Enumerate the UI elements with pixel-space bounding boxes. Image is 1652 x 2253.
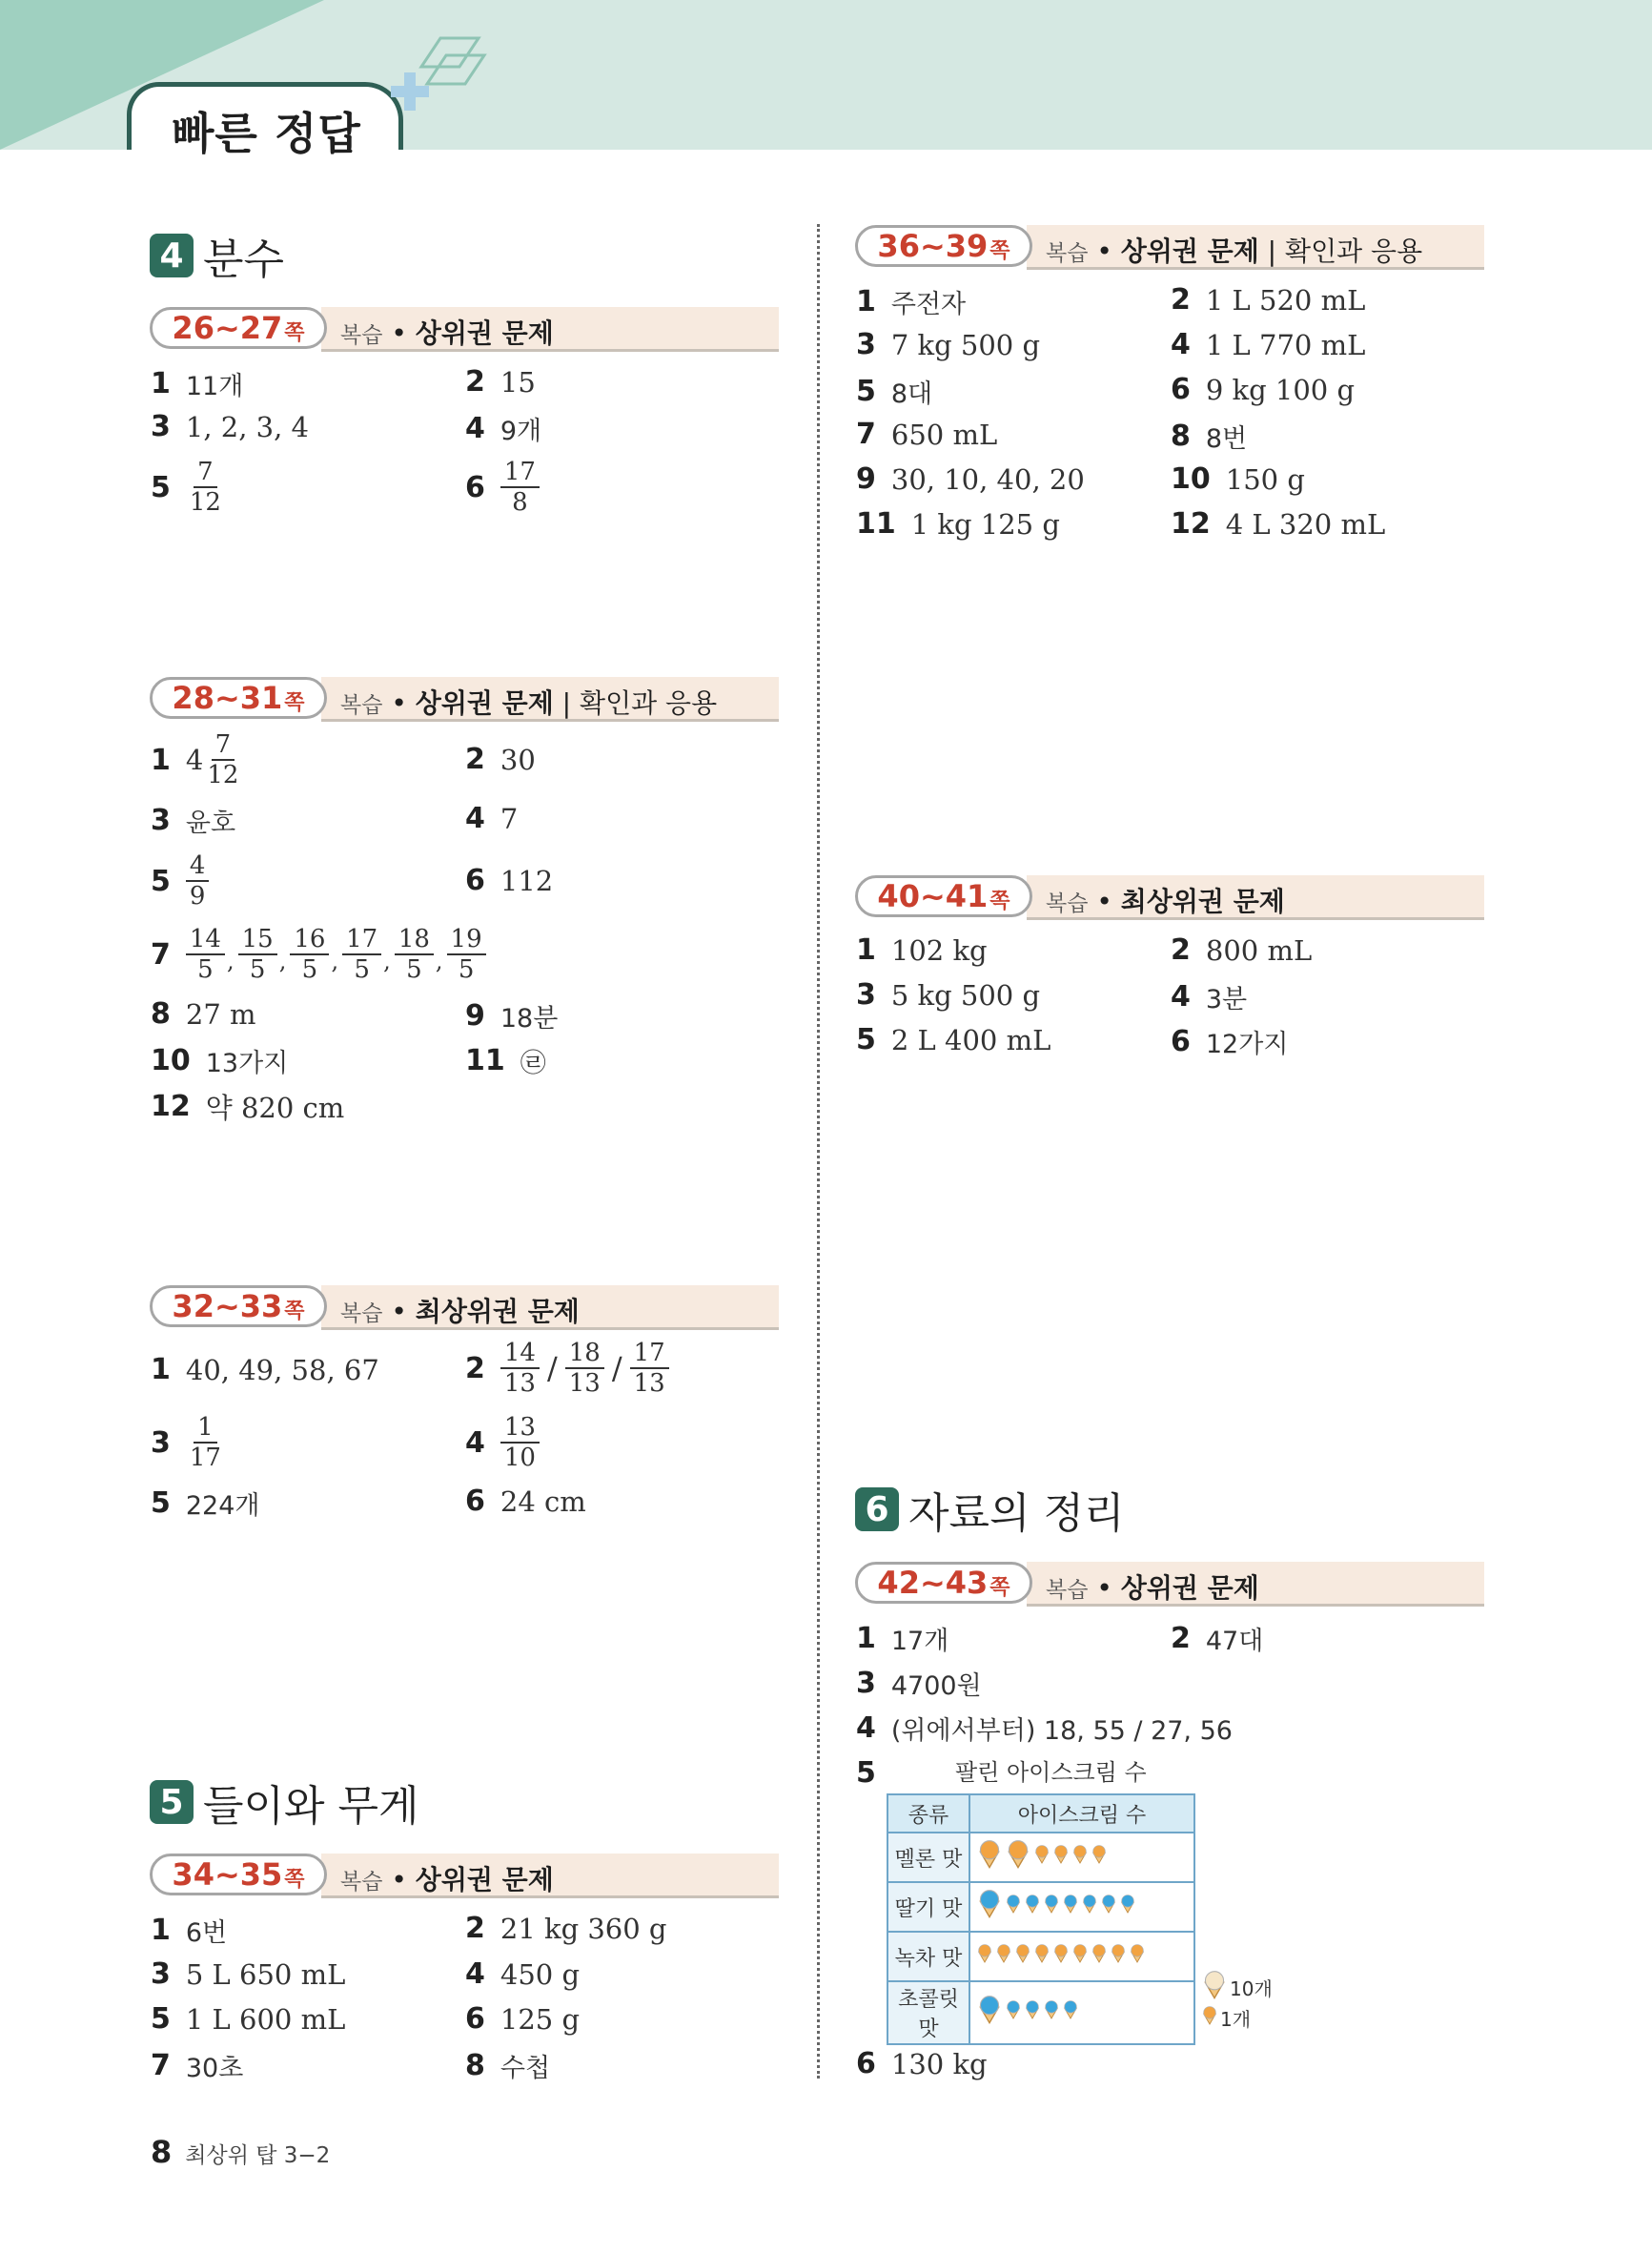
pictograph-legend: 10개 1개	[1201, 1972, 1273, 2033]
answer-item: 3 5 L 650 mL	[151, 1957, 346, 1991]
answer-item: 8 수첩	[465, 2049, 551, 2083]
ice-cream-1-icon	[1110, 1944, 1127, 1969]
answer-item: 3 4700원	[856, 1667, 982, 1701]
answer-item: 1 주전자	[856, 285, 967, 319]
answer-item: 9 30, 10, 40, 20	[856, 462, 1085, 496]
ice-cream-1-icon	[1062, 2000, 1079, 2025]
pictograph-title: 팔린 아이스크림 수	[955, 1759, 1147, 1786]
answer-item: 10 150 g	[1171, 462, 1305, 496]
ice-cream-1-icon	[1052, 1944, 1070, 1969]
flavor-label: 딸기 맛	[887, 1882, 969, 1932]
answer-item: 4 $\frac{13}{10}$	[465, 1413, 540, 1472]
ice-cream-1-icon	[1024, 2000, 1041, 2025]
section-header-26-27	[150, 307, 779, 353]
section-header-34-35	[150, 1854, 779, 1899]
chapter-title: 자료의 정리	[908, 1489, 1125, 1538]
ice-cream-1-icon	[1052, 1845, 1070, 1870]
ice-cream-1-icon	[1005, 1895, 1022, 1919]
ice-cream-icons	[969, 1981, 1194, 2044]
answer-item: 12 약 820 cm	[151, 1090, 345, 1124]
answer-item: 10 13가지	[151, 1044, 289, 1078]
ice-cream-10-icon	[1201, 1971, 1228, 2004]
section-header-42-43	[855, 1562, 1484, 1608]
chapter-heading-6	[855, 1479, 1125, 1540]
page-number: 8	[151, 2134, 173, 2170]
chapter-number: 4	[150, 234, 194, 277]
section-description: 복습 • 상위권 문제	[340, 317, 554, 349]
answer-item: 1 40, 49, 58, 67	[151, 1353, 379, 1386]
section-header-28-31	[150, 677, 779, 723]
answer-item: 2 800 mL	[1171, 933, 1313, 967]
section-description: 복습 • 상위권 문제 | 확인과 응용	[1046, 236, 1423, 267]
page-range-pill: 28~31 쪽	[150, 677, 327, 719]
chapter-number: 6	[855, 1487, 899, 1531]
answer-item: 5 $\frac{7}{12}$	[151, 458, 221, 517]
answer-item: 6 12가지	[1171, 1025, 1289, 1059]
pictograph-row	[887, 1882, 1194, 1932]
section-header-40-41	[855, 875, 1484, 921]
answer-item: 5 1 L 600 mL	[151, 2002, 346, 2036]
ice-cream-1-icon	[1129, 1944, 1146, 1969]
answer-item: 7 650 mL	[856, 418, 998, 451]
answer-item: 12 4 L 320 mL	[1171, 507, 1386, 541]
answer-item: 6 130 kg	[856, 2047, 988, 2080]
flavor-label: 멜론 맛	[887, 1833, 969, 1882]
answer-item: 1 4 $\frac{7}{12}$	[151, 730, 239, 789]
answer-item: 2 30	[465, 743, 536, 776]
answer-item: 5 224개	[151, 1486, 260, 1521]
ice-cream-1-icon	[1081, 1895, 1098, 1919]
ice-cream-icons	[969, 1932, 1194, 1981]
section-header-36-39	[855, 225, 1484, 271]
pictograph-row	[887, 1981, 1194, 2044]
chapter-title: 들이와 무게	[203, 1782, 419, 1831]
section-description: 복습 • 상위권 문제	[340, 1864, 554, 1895]
ice-cream-1-icon	[1100, 1895, 1117, 1919]
ice-cream-1-icon	[1119, 1895, 1136, 1919]
ice-cream-1-icon	[1201, 2006, 1218, 2030]
answer-item: 11 ㉣	[465, 1044, 546, 1078]
answer-item: 5	[856, 1756, 876, 1790]
ice-cream-1-icon	[1091, 1845, 1108, 1870]
ice-cream-1-icon	[995, 1944, 1012, 1969]
ice-cream-1-icon	[1091, 1944, 1108, 1969]
answer-item: 6 24 cm	[465, 1485, 586, 1518]
pictograph-row	[887, 1932, 1194, 1981]
ice-cream-1-icon	[1005, 2000, 1022, 2025]
flavor-label: 초콜릿 맛	[887, 1981, 969, 2044]
ice-cream-icons	[969, 1833, 1194, 1882]
answer-item: 11 1 kg 125 g	[856, 507, 1060, 541]
section-description: 복습 • 상위권 문제 | 확인과 응용	[340, 687, 718, 719]
page-range-pill: 34~35 쪽	[150, 1854, 327, 1895]
section-description: 복습 • 상위권 문제	[1046, 1572, 1259, 1604]
page-range-pill: 36~39 쪽	[855, 225, 1032, 267]
chapter-heading-4	[150, 225, 284, 286]
ice-cream-1-icon	[1071, 1845, 1089, 1870]
chapter-heading-5	[150, 1772, 419, 1833]
ice-cream-1-icon	[1033, 1845, 1050, 1870]
answer-item: 3 5 kg 500 g	[856, 978, 1041, 1012]
answer-item: 3 7 kg 500 g	[856, 328, 1041, 361]
chapter-title: 분수	[203, 236, 285, 284]
plus-grid-icon	[391, 29, 524, 153]
pictograph-table	[887, 1793, 1195, 2045]
answer-item: 6 $\frac{17}{8}$	[465, 458, 540, 517]
answer-item: 8 8번	[1171, 420, 1248, 454]
ice-cream-10-icon	[976, 1840, 1003, 1874]
ice-cream-1-icon	[1014, 1944, 1031, 1969]
ice-cream-10-icon	[976, 1890, 1003, 1924]
answer-item: 4 3분	[1171, 980, 1248, 1014]
column-divider	[817, 224, 820, 2079]
table-header-count: 아이스크림 수	[969, 1794, 1194, 1833]
answer-item: 4 1 L 770 mL	[1171, 328, 1366, 361]
answer-item: 2 1 L 520 mL	[1171, 283, 1366, 317]
ice-cream-1-icon	[1043, 2000, 1060, 2025]
section-description: 복습 • 최상위권 문제	[1046, 886, 1285, 917]
ice-cream-10-icon	[976, 1996, 1003, 2030]
answer-item: 4 450 g	[465, 1957, 581, 1991]
ice-cream-1-icon	[1043, 1895, 1060, 1919]
table-header-kind: 종류	[887, 1794, 969, 1833]
answer-item: 1 102 kg	[856, 933, 988, 967]
ice-cream-1-icon	[1024, 1895, 1041, 1919]
ice-cream-1-icon	[1062, 1895, 1079, 1919]
answer-item: 7 30초	[151, 2049, 244, 2083]
answer-item: 5 8대	[856, 375, 933, 409]
ice-cream-10-icon	[1005, 1840, 1031, 1874]
answer-item: 1 6번	[151, 1914, 228, 1948]
answer-item: 6 125 g	[465, 2002, 581, 2036]
ice-cream-1-icon	[1071, 1944, 1089, 1969]
flavor-label: 녹차 맛	[887, 1932, 969, 1981]
answer-item: 3 윤호	[151, 804, 236, 838]
answer-item: 5 2 L 400 mL	[856, 1023, 1051, 1056]
answer-item: 6 9 kg 100 g	[1171, 373, 1356, 406]
answer-item: 4 (위에서부터) 18, 55 / 27, 56	[856, 1711, 1233, 1746]
page-range-pill: 42~43 쪽	[855, 1562, 1032, 1604]
answer-item: 2 21 kg 360 g	[465, 1912, 667, 1945]
chapter-number: 5	[150, 1780, 194, 1824]
page-range-pill: 40~41 쪽	[855, 875, 1032, 917]
answer-item: 1 17개	[856, 1622, 949, 1656]
ice-cream-icons	[969, 1882, 1194, 1932]
answer-item: 2 15	[465, 365, 536, 399]
page-range-pill: 32~33 쪽	[150, 1285, 327, 1327]
answer-item: 7 $\frac{14}{5}$ , $\frac{15}{5}$ , $\frac{16}{5}$ , $\frac{17}{5}$ , $\frac{18}{5}$ , $\frac{19}{5}$	[151, 925, 486, 984]
answer-item: 4 7	[465, 802, 519, 835]
answer-item: 5 $\frac{4}{9}$	[151, 851, 209, 911]
ice-cream-1-icon	[976, 1944, 993, 1969]
answer-item: 2 47대	[1171, 1622, 1264, 1656]
ice-cream-1-icon	[1033, 1944, 1050, 1969]
page-footer	[151, 2134, 330, 2170]
answer-item: 3 $\frac{1}{17}$	[151, 1413, 221, 1472]
answer-item: 3 1, 2, 3, 4	[151, 410, 309, 443]
section-header-32-33	[150, 1285, 779, 1331]
pictograph-row	[887, 1833, 1194, 1882]
answer-item: 9 18분	[465, 999, 559, 1034]
answer-item: 6 112	[465, 864, 554, 897]
answer-item: 2 $\frac{14}{13}$ / $\frac{18}{13}$ / $\frac{17}{13}$	[465, 1339, 669, 1398]
page-range-pill: 26~27 쪽	[150, 307, 327, 349]
section-description: 복습 • 최상위권 문제	[340, 1296, 580, 1327]
answer-item: 4 9개	[465, 412, 542, 446]
book-title: 최상위 탑 3−2	[185, 2143, 331, 2168]
answer-item: 8 27 m	[151, 997, 256, 1031]
page-title: 빠른 정답	[172, 108, 361, 159]
answer-item: 1 11개	[151, 367, 244, 401]
